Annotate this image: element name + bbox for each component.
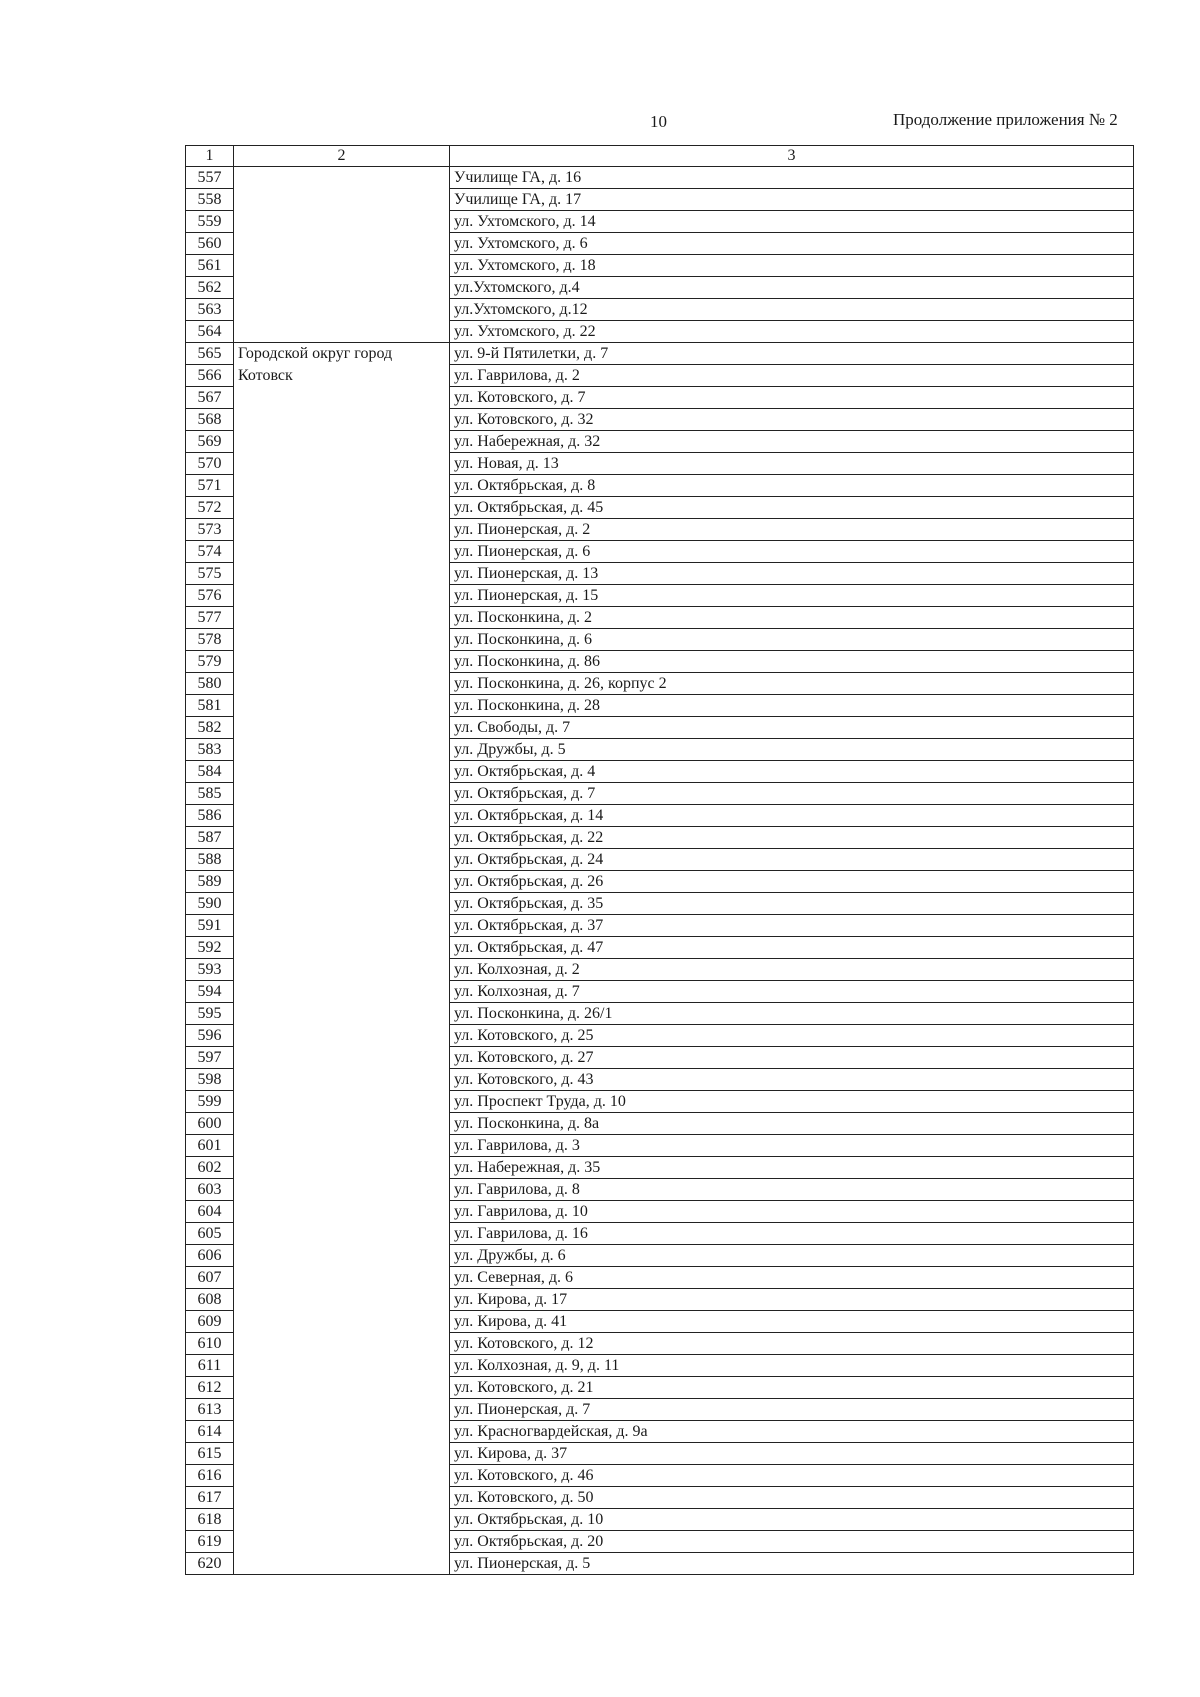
address-cell: ул. Гаврилова, д. 16: [450, 1223, 1134, 1245]
row-number: 599: [186, 1091, 234, 1113]
address-cell: ул. Колхозная, д. 9, д. 11: [450, 1355, 1134, 1377]
address-cell: ул. Гаврилова, д. 2: [450, 365, 1134, 387]
header-col-2: 2: [234, 146, 450, 167]
row-number: 572: [186, 497, 234, 519]
address-cell: ул. Котовского, д. 12: [450, 1333, 1134, 1355]
address-cell: ул. Посконкина, д. 26, корпус 2: [450, 673, 1134, 695]
row-number: 581: [186, 695, 234, 717]
row-number: 613: [186, 1399, 234, 1421]
row-number: 586: [186, 805, 234, 827]
address-cell: ул. Набережная, д. 32: [450, 431, 1134, 453]
row-number: 588: [186, 849, 234, 871]
row-number: 573: [186, 519, 234, 541]
address-cell: ул. Посконкина, д. 86: [450, 651, 1134, 673]
address-cell: ул. Гаврилова, д. 8: [450, 1179, 1134, 1201]
address-cell: ул. Октябрьская, д. 26: [450, 871, 1134, 893]
address-cell: ул. Котовского, д. 7: [450, 387, 1134, 409]
row-number: 571: [186, 475, 234, 497]
row-number: 558: [186, 189, 234, 211]
table-row: [186, 167, 1134, 189]
row-number: 591: [186, 915, 234, 937]
row-number: 578: [186, 629, 234, 651]
address-cell: ул. Ухтомского, д. 22: [450, 321, 1134, 343]
address-cell: ул. Кирова, д. 41: [450, 1311, 1134, 1333]
address-cell: ул. Котовского, д. 46: [450, 1465, 1134, 1487]
district-cell: Городской округ город Котовск: [234, 343, 450, 1575]
address-cell: ул. Дружбы, д. 5: [450, 739, 1134, 761]
row-number: 559: [186, 211, 234, 233]
row-number: 576: [186, 585, 234, 607]
row-number: 574: [186, 541, 234, 563]
address-cell: ул. Октябрьская, д. 14: [450, 805, 1134, 827]
row-number: 600: [186, 1113, 234, 1135]
row-number: 616: [186, 1465, 234, 1487]
address-cell: ул. Пионерская, д. 15: [450, 585, 1134, 607]
address-cell: ул. Пионерская, д. 13: [450, 563, 1134, 585]
row-number: 589: [186, 871, 234, 893]
address-cell: ул. Пионерская, д. 5: [450, 1553, 1134, 1575]
address-cell: ул. Ухтомского, д. 14: [450, 211, 1134, 233]
address-cell: ул. Котовского, д. 27: [450, 1047, 1134, 1069]
row-number: 577: [186, 607, 234, 629]
address-cell: ул. Новая, д. 13: [450, 453, 1134, 475]
row-number: 619: [186, 1531, 234, 1553]
address-cell: ул. Октябрьская, д. 22: [450, 827, 1134, 849]
address-cell: ул. Октябрьская, д. 24: [450, 849, 1134, 871]
row-number: 562: [186, 277, 234, 299]
address-cell: ул. Кирова, д. 37: [450, 1443, 1134, 1465]
table-header-row: [186, 146, 1134, 167]
header-col-3: 3: [450, 146, 1134, 167]
row-number: 607: [186, 1267, 234, 1289]
row-number: 597: [186, 1047, 234, 1069]
row-number: 592: [186, 937, 234, 959]
address-cell: ул. Свободы, д. 7: [450, 717, 1134, 739]
row-number: 564: [186, 321, 234, 343]
address-cell: ул. Котовского, д. 32: [450, 409, 1134, 431]
address-cell: ул. Красногвардейская, д. 9а: [450, 1421, 1134, 1443]
row-number: 557: [186, 167, 234, 189]
row-number: 598: [186, 1069, 234, 1091]
row-number: 608: [186, 1289, 234, 1311]
row-number: 602: [186, 1157, 234, 1179]
row-number: 585: [186, 783, 234, 805]
address-cell: ул. Котовского, д. 43: [450, 1069, 1134, 1091]
row-number: 610: [186, 1333, 234, 1355]
address-cell: Училище ГА, д. 16: [450, 167, 1134, 189]
row-number: 568: [186, 409, 234, 431]
row-number: 570: [186, 453, 234, 475]
address-cell: ул. Кирова, д. 17: [450, 1289, 1134, 1311]
address-cell: Училище ГА, д. 17: [450, 189, 1134, 211]
address-cell: ул. Посконкина, д. 2: [450, 607, 1134, 629]
row-number: 561: [186, 255, 234, 277]
row-number: 606: [186, 1245, 234, 1267]
row-number: 615: [186, 1443, 234, 1465]
address-cell: ул. Октябрьская, д. 7: [450, 783, 1134, 805]
address-cell: ул. Пионерская, д. 7: [450, 1399, 1134, 1421]
address-cell: ул. Пионерская, д. 2: [450, 519, 1134, 541]
address-cell: ул. Октябрьская, д. 45: [450, 497, 1134, 519]
row-number: 593: [186, 959, 234, 981]
continuation-note: Продолжение приложения № 2: [893, 110, 1118, 129]
row-number: 590: [186, 893, 234, 915]
row-number: 611: [186, 1355, 234, 1377]
row-number: 596: [186, 1025, 234, 1047]
address-cell: ул. Посконкина, д. 28: [450, 695, 1134, 717]
address-cell: ул. Северная, д. 6: [450, 1267, 1134, 1289]
address-cell: ул. Проспект Труда, д. 10: [450, 1091, 1134, 1113]
table-row: [186, 343, 1134, 365]
address-cell: ул.Ухтомского, д.4: [450, 277, 1134, 299]
row-number: 595: [186, 1003, 234, 1025]
row-number: 580: [186, 673, 234, 695]
address-cell: ул. Котовского, д. 21: [450, 1377, 1134, 1399]
row-number: 603: [186, 1179, 234, 1201]
address-cell: ул. Октябрьская, д. 4: [450, 761, 1134, 783]
address-cell: ул. Октябрьская, д. 37: [450, 915, 1134, 937]
header-col-1: 1: [186, 146, 234, 167]
address-cell: ул. Октябрьская, д. 20: [450, 1531, 1134, 1553]
address-cell: ул. Котовского, д. 50: [450, 1487, 1134, 1509]
address-cell: ул. 9-й Пятилетки, д. 7: [450, 343, 1134, 365]
address-cell: ул. Посконкина, д. 26/1: [450, 1003, 1134, 1025]
row-number: 612: [186, 1377, 234, 1399]
row-number: 594: [186, 981, 234, 1003]
address-cell: ул. Ухтомского, д. 6: [450, 233, 1134, 255]
row-number: 582: [186, 717, 234, 739]
address-table: [185, 145, 1134, 1575]
address-cell: ул. Пионерская, д. 6: [450, 541, 1134, 563]
row-number: 609: [186, 1311, 234, 1333]
row-number: 579: [186, 651, 234, 673]
row-number: 620: [186, 1553, 234, 1575]
row-number: 563: [186, 299, 234, 321]
row-number: 584: [186, 761, 234, 783]
row-number: 604: [186, 1201, 234, 1223]
row-number: 565: [186, 343, 234, 365]
page-number: 10: [650, 112, 667, 131]
row-number: 605: [186, 1223, 234, 1245]
address-cell: ул. Котовского, д. 25: [450, 1025, 1134, 1047]
address-cell: ул. Посконкина, д. 6: [450, 629, 1134, 651]
row-number: 618: [186, 1509, 234, 1531]
address-cell: ул. Гаврилова, д. 10: [450, 1201, 1134, 1223]
address-cell: ул. Дружбы, д. 6: [450, 1245, 1134, 1267]
address-cell: ул. Октябрьская, д. 35: [450, 893, 1134, 915]
address-cell: ул. Октябрьская, д. 8: [450, 475, 1134, 497]
address-cell: ул. Гаврилова, д. 3: [450, 1135, 1134, 1157]
address-cell: ул. Октябрьская, д. 10: [450, 1509, 1134, 1531]
address-cell: ул. Набережная, д. 35: [450, 1157, 1134, 1179]
address-cell: ул.Ухтомского, д.12: [450, 299, 1134, 321]
address-cell: ул. Колхозная, д. 2: [450, 959, 1134, 981]
address-cell: ул. Колхозная, д. 7: [450, 981, 1134, 1003]
row-number: 566: [186, 365, 234, 387]
row-number: 583: [186, 739, 234, 761]
address-cell: ул. Ухтомского, д. 18: [450, 255, 1134, 277]
address-cell: ул. Посконкина, д. 8а: [450, 1113, 1134, 1135]
row-number: 587: [186, 827, 234, 849]
row-number: 617: [186, 1487, 234, 1509]
row-number: 614: [186, 1421, 234, 1443]
row-number: 601: [186, 1135, 234, 1157]
address-table-body: [186, 146, 1134, 1575]
address-cell: ул. Октябрьская, д. 47: [450, 937, 1134, 959]
row-number: 560: [186, 233, 234, 255]
row-number: 567: [186, 387, 234, 409]
district-cell: [234, 167, 450, 343]
row-number: 569: [186, 431, 234, 453]
row-number: 575: [186, 563, 234, 585]
